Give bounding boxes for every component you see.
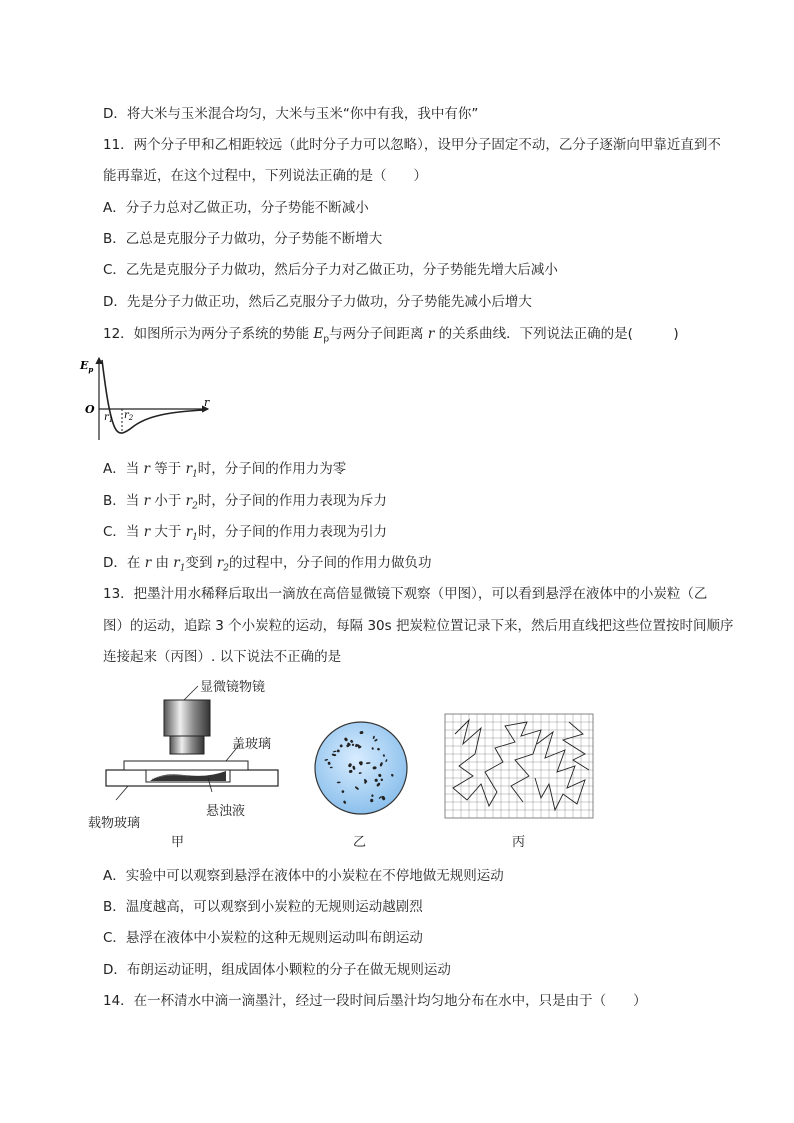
label-cover-glass: 盖玻璃	[232, 737, 272, 752]
q13-option-d: D．布朗运动证明，组成固体小颗粒的分子在做无规则运动	[103, 962, 451, 978]
label-objective: 显微镜物镜	[200, 680, 266, 695]
graph-ylabel: $E_p$	[80, 359, 94, 374]
caption-yi: 乙	[353, 835, 367, 850]
graph-r2-label: $r_2$	[124, 410, 134, 422]
q11-stem-line-2: 能再靠近，在这个过程中，下列说法正确的是（ ）	[103, 168, 427, 184]
cover-glass	[124, 761, 248, 770]
path-particle-1	[453, 720, 541, 806]
q12-option-d: D．在 r 由 $r_1$变到 $r_2$的过程中，分子间的作用力做负功	[103, 555, 432, 574]
q10-option-d: D．将大米与玉米混合均匀，大米与玉米“你中有我，我中有你”	[103, 106, 479, 122]
brownian-paths	[445, 714, 593, 818]
q12-option-c: C．当 r 大于 $r_1$时，分子间的作用力表现为引力	[103, 524, 387, 543]
q13-stem-line-2: 图）的运动，追踪 3 个小炭粒的运动，每隔 30s 把炭粒位置记录下来，然后用直线把这些位置按时间顺序	[103, 618, 734, 634]
label-suspension: 悬浊液	[206, 804, 246, 819]
carbon-particle	[342, 790, 345, 793]
q13-stem-line-3: 连接起来（丙图）. 以下说法不正确的是	[103, 649, 342, 665]
graph-xlabel: r	[204, 396, 210, 409]
q11-option-c: C．乙先是克服分子力做功，然后分子力对乙做正功，分子势能先增大后减小	[103, 262, 558, 278]
q12-option-b: B．当 r 小于 $r_2$时，分子间的作用力表现为斥力	[103, 493, 387, 512]
q11-option-b: B．乙总是克服分子力做功，分子势能不断增大	[103, 231, 383, 247]
q13-stem-line-1: 13．把墨汁用水稀释后取出一滴放在高倍显微镜下观察（甲图），可以看到悬浮在液体中的小炭粒（乙	[103, 586, 708, 602]
graph-r1-label: $r_1$	[104, 412, 114, 424]
potential-energy-graph	[78, 354, 218, 444]
q11-option-a: A．分子力总对乙做正功，分子势能不断减小	[103, 200, 369, 216]
potential-curve	[102, 360, 204, 433]
objective-lens	[164, 700, 210, 736]
graph-origin: O	[85, 403, 95, 416]
q11-stem-line-1: 11．两个分子甲和乙相距较远（此时分子力可以忽略），设甲分子固定不动，乙分子逐渐向甲靠近直到不	[103, 137, 721, 153]
q13-option-c: C．悬浮在液体中小炭粒的这种无规则运动叫布朗运动	[103, 930, 423, 946]
path-particle-2	[535, 732, 585, 810]
label-slide: 载物玻璃	[88, 816, 141, 831]
q11-option-d: D．先是分子力做正功，然后乙克服分子力做功，分子势能先减小后增大	[103, 294, 532, 310]
caption-jia: 甲	[171, 835, 185, 850]
particles-view	[313, 720, 409, 816]
q13-option-b: B．温度越高，可以观察到小炭粒的无规则运动越剧烈	[103, 899, 423, 915]
q12-stem: 12．如图所示为两分子系统的势能 $E_p$与两分子间距离 r 的关系曲线．下列说法正确的是( )	[103, 326, 679, 345]
q13-option-a: A．实验中可以观察到悬浮在液体中的小炭粒在不停地做无规则运动	[103, 868, 504, 884]
q14-stem: 14．在一杯清水中滴一滴墨汁，经过一段时间后墨汁均匀地分布在水中，只是由于（ ）	[103, 993, 647, 1009]
caption-bing: 丙	[512, 835, 526, 850]
q12-option-a: A．当 r 等于 $r_1$时，分子间的作用力为零	[103, 461, 347, 480]
